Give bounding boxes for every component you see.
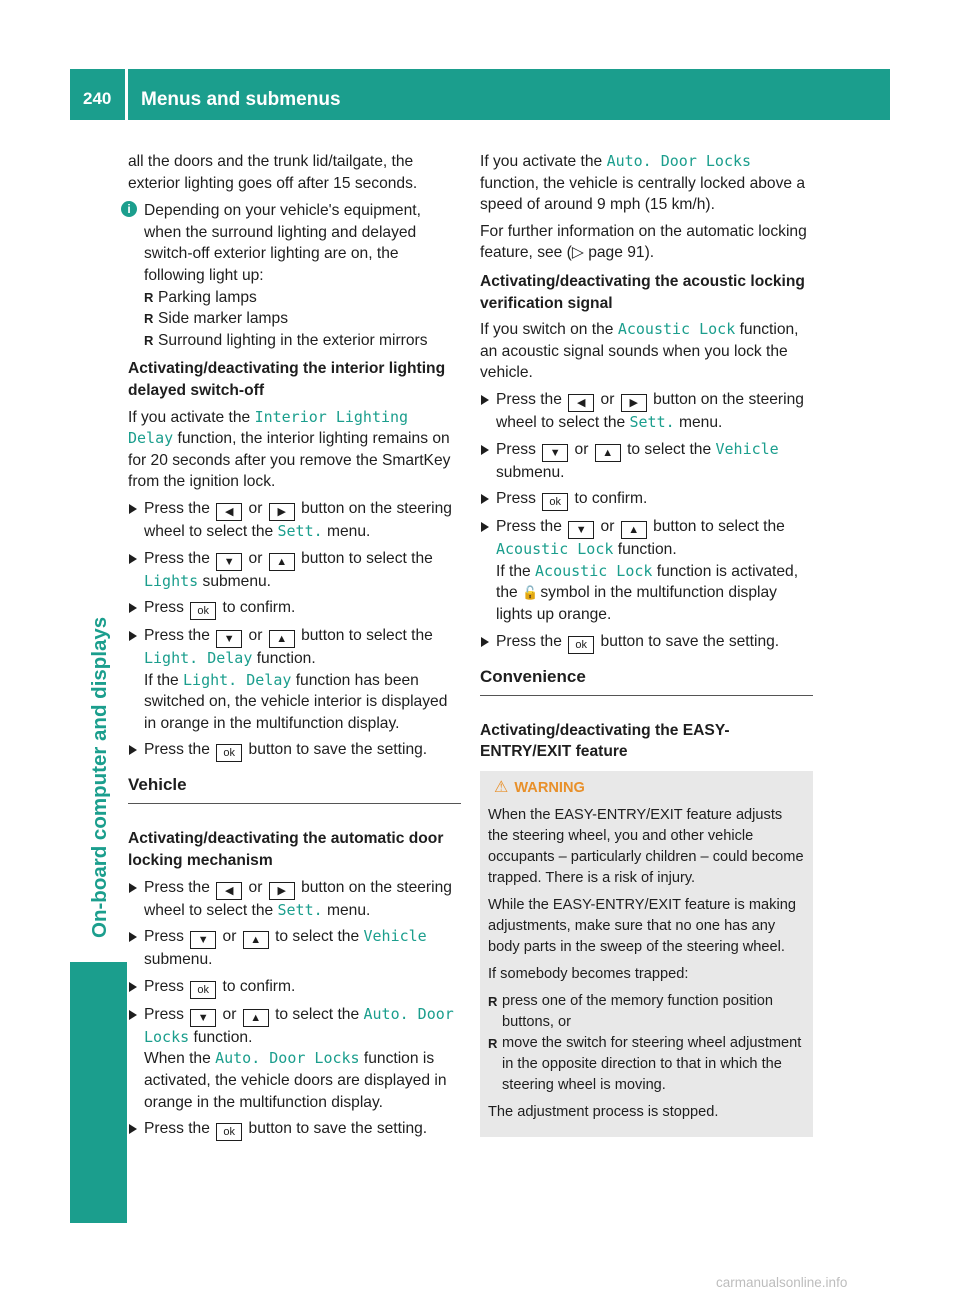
step: Press the ok button to save the setting. [128, 1118, 461, 1141]
down-arrow-button-icon: ▼ [190, 931, 216, 949]
ok-button-icon: ok [216, 1123, 242, 1141]
step: Press ok to confirm. [480, 488, 813, 511]
acoustic-signal-text: If you switch on the Acoustic Lock function, an acoustic signal sounds when you lock the vehicle. [480, 320, 799, 382]
up-arrow-button-icon: ▲ [621, 521, 647, 539]
up-arrow-button-icon: ▲ [243, 1009, 269, 1027]
ok-button-icon: ok [190, 981, 216, 999]
left-arrow-button-icon: ◀ [216, 882, 242, 900]
ok-button-icon: ok [216, 744, 242, 762]
easy-entry-heading: Activating/deactivating the EASY-ENTRY/EXIT feature [480, 721, 730, 761]
step: Press the ▼ or ▲ button to select the Acoustic Lock function. If the Acoustic Lock function is activated, the 🔓 symbol in the multifunction display lights up orange. [480, 516, 813, 625]
step: Press the ▼ or ▲ button to select the Lights submenu. [128, 548, 461, 593]
warning-title: WARNING [514, 779, 585, 796]
step: Press the ◀ or ▶ button on the steering wheel to select the Sett. menu. [128, 498, 461, 543]
step: Press ▼ or ▲ to select the Auto. Door Locks function. When the Auto. Door Locks function is activated, the vehicle doors are displayed in orange in the multifunction display. [128, 1004, 461, 1113]
list-item: R Surround lighting in the exterior mirrors [144, 330, 461, 352]
lock-icon: 🔓 [522, 585, 539, 601]
intro-text: all the doors and the trunk lid/tailgate, the exterior lighting goes off after 15 seconds. [128, 153, 418, 192]
convenience-heading: Convenience [480, 666, 813, 696]
list-item: R Side marker lamps [144, 308, 461, 330]
left-arrow-button-icon: ◀ [216, 503, 242, 521]
warning-box [480, 771, 813, 1137]
warning-header [488, 777, 805, 799]
down-arrow-button-icon: ▼ [190, 1009, 216, 1027]
up-arrow-button-icon: ▲ [269, 553, 295, 571]
side-tab-block [70, 962, 127, 1223]
ok-button-icon: ok [190, 602, 216, 620]
warning-icon: ⚠ [494, 778, 509, 796]
list-item: R Parking lamps [144, 287, 461, 309]
warning-text: While the EASY-ENTRY/EXIT feature is making adjustments, make sure that no one has any body parts in the sweep of the steering wheel. [488, 896, 796, 955]
info-icon: i [121, 201, 137, 217]
warning-list [488, 991, 805, 1096]
auto-locks-text: If you activate the Auto. Door Locks function, the vehicle is centrally locked above a speed of around 9 mph (15 km/h). [480, 152, 806, 214]
info-note [128, 200, 461, 286]
list-item: R press one of the memory function position buttons, or [488, 991, 805, 1033]
light-list [144, 287, 461, 352]
step: Press ok to confirm. [128, 597, 461, 620]
down-arrow-button-icon: ▼ [216, 630, 242, 648]
step: Press the ok button to save the setting. [480, 631, 813, 654]
right-arrow-button-icon: ▶ [269, 503, 295, 521]
header-divider [125, 69, 128, 120]
warning-text: If somebody becomes trapped: [488, 965, 689, 982]
left-column [128, 151, 461, 1146]
acoustic-signal-heading: Activating/deactivating the acoustic locking verification signal [480, 272, 805, 312]
ok-button-icon: ok [568, 636, 594, 654]
list-item: R move the switch for steering wheel adjustment in the opposite direction to that in which the steering wheel is moving. [488, 1033, 805, 1096]
step: Press the ◀ or ▶ button on the steering wheel to select the Sett. menu. [128, 877, 461, 922]
section-title: Menus and submenus [141, 89, 341, 110]
further-info-text: For further information on the automatic locking feature, see (▷ page 91). [480, 222, 807, 262]
down-arrow-button-icon: ▼ [216, 553, 242, 571]
ok-button-icon: ok [542, 493, 568, 511]
right-arrow-button-icon: ▶ [621, 394, 647, 412]
step: Press the ▼ or ▲ button to select the Light. Delay function. If the Light. Delay function has been switched on, the vehicle interior is displayed in orange in the multifunction display. [128, 625, 461, 734]
side-tab-label: On-board computer and displays [88, 616, 111, 938]
step: Press the ◀ or ▶ button on the steering wheel to select the Sett. menu. [480, 389, 813, 434]
warning-text: The adjustment process is stopped. [488, 1103, 719, 1120]
warning-text: When the EASY-ENTRY/EXIT feature adjusts the steering wheel, you and other vehicle occupants – particularly children – could become trapped. There is a risk of injury. [488, 806, 804, 886]
door-locking-heading: Activating/deactivating the automatic door locking mechanism [128, 830, 444, 870]
up-arrow-button-icon: ▲ [269, 630, 295, 648]
right-column [480, 151, 813, 1137]
down-arrow-button-icon: ▼ [542, 444, 568, 462]
step: Press ▼ or ▲ to select the Vehicle submenu. [128, 926, 461, 971]
vehicle-heading: Vehicle [128, 774, 461, 804]
note-text: Depending on your vehicle's equipment, when the surround lighting and delayed switch-off exterior lighting are on, the following light up: [144, 202, 421, 284]
step: Press ▼ or ▲ to select the Vehicle submenu. [480, 439, 813, 484]
page-number: 240 [83, 89, 112, 108]
interior-lighting-text: If you activate the Interior Lighting Delay function, the interior lighting remains on for 20 seconds after you remove the SmartKey from the ignition lock. [128, 407, 451, 491]
interior-lighting-heading: Activating/deactivating the interior lighting delayed switch-off [128, 360, 446, 399]
watermark: carmanualsonline.info [716, 1275, 848, 1290]
left-arrow-button-icon: ◀ [568, 394, 594, 412]
up-arrow-button-icon: ▲ [243, 931, 269, 949]
right-arrow-button-icon: ▶ [269, 882, 295, 900]
up-arrow-button-icon: ▲ [595, 444, 621, 462]
down-arrow-button-icon: ▼ [568, 521, 594, 539]
step: Press ok to confirm. [128, 976, 461, 999]
step: Press the ok button to save the setting. [128, 739, 461, 762]
